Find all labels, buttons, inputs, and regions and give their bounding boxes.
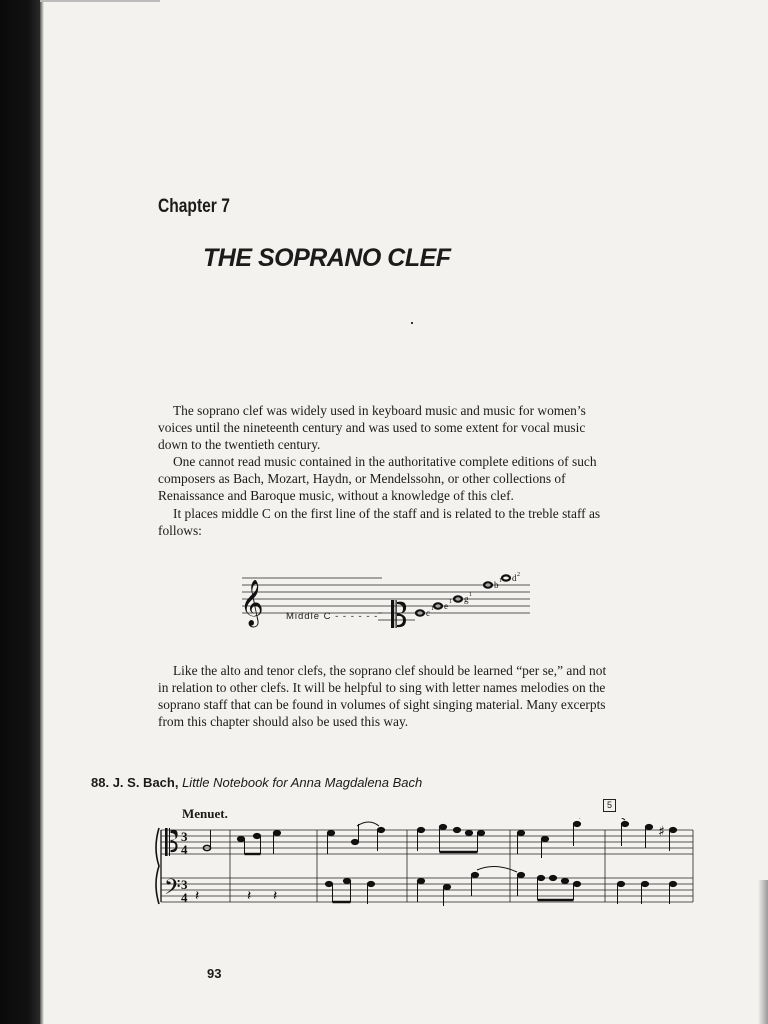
scan-top-edge: [40, 0, 160, 2]
note-label-g: g: [464, 594, 469, 604]
binding-edge: [40, 0, 44, 1024]
quarter-rest-icon: 𝄽: [247, 888, 252, 904]
note-sup-d: 2: [517, 572, 520, 578]
note-label-c: c: [426, 608, 430, 618]
tempo-marking: Menuet.: [182, 806, 228, 821]
example-heading: [91, 775, 422, 790]
note-sup-b: 1: [499, 578, 502, 584]
lower-staff-notes: [325, 866, 676, 906]
chapter-title: THE SOPRANO CLEF: [203, 244, 451, 272]
time-sig-top-lower: 3: [181, 877, 188, 892]
soprano-clef-icon: [391, 600, 406, 628]
note-sup-e: 1: [449, 599, 452, 605]
middle-c-label: Middle C - - - - - -: [286, 611, 379, 622]
book-binding-shadow: [0, 0, 40, 1024]
treble-clef-icon: 𝄞: [240, 580, 264, 626]
page-number: 93: [207, 966, 222, 981]
upper-staff-notes: [203, 818, 676, 858]
time-sig-top-upper: 3: [181, 829, 188, 844]
closing-paragraph: Like the alto and tenor clefs, the soprano clef should be learned “per se,” and not in relation to other clefs. It will be helpful to sing with letter names melodies on the soprano staff that can be found in volumes of sight singing material. Many excerpts from this chapter should also be used this way.: [158, 663, 607, 729]
quarter-rest-icon: 𝄽: [195, 888, 200, 904]
note-sup-c: 1: [431, 606, 434, 612]
music-score-excerpt: [155, 818, 700, 918]
scan-right-edge: [758, 880, 768, 1024]
example-work-title: Little Notebook for Anna Magdalena Bach: [182, 775, 423, 790]
clef-comparison-figure: [240, 572, 530, 638]
soprano-clef-icon: [165, 828, 178, 856]
scan-speck: [411, 322, 413, 324]
intro-paragraph-2: One cannot read music contained in the authoritative complete editions of such composers as Bach, Mozart, Haydn, or Mendelssohn, or other collections of Renaissance and Baroque music, without a knowledge of this clef.: [158, 454, 597, 503]
system-brace: [156, 828, 159, 904]
note-sup-g: 1: [469, 592, 472, 598]
example-number: 88.: [91, 775, 110, 790]
time-sig-bottom-lower: 4: [181, 890, 188, 905]
note-label-d: d: [512, 573, 517, 583]
intro-paragraph-1: The soprano clef was widely used in keyboard music and music for women’s voices until the nineteenth century and was used to some extent for vocal music down to the twentieth century.: [158, 403, 586, 452]
measure-number-box: 5: [603, 799, 616, 812]
example-composer: J. S. Bach,: [112, 775, 179, 790]
sharp-icon: ♯: [658, 824, 665, 840]
time-sig-bottom-upper: 4: [181, 842, 188, 857]
quarter-rest-icon: 𝄽: [273, 888, 278, 904]
note-label-e: e: [444, 601, 448, 611]
chapter-label: Chapter 7: [158, 196, 230, 217]
intro-paragraph-3: It places middle C on the first line of the staff and is related to the treble staff as follows:: [158, 506, 601, 538]
note-label-b: b: [494, 580, 499, 590]
bass-clef-icon: 𝄢: [164, 875, 181, 905]
